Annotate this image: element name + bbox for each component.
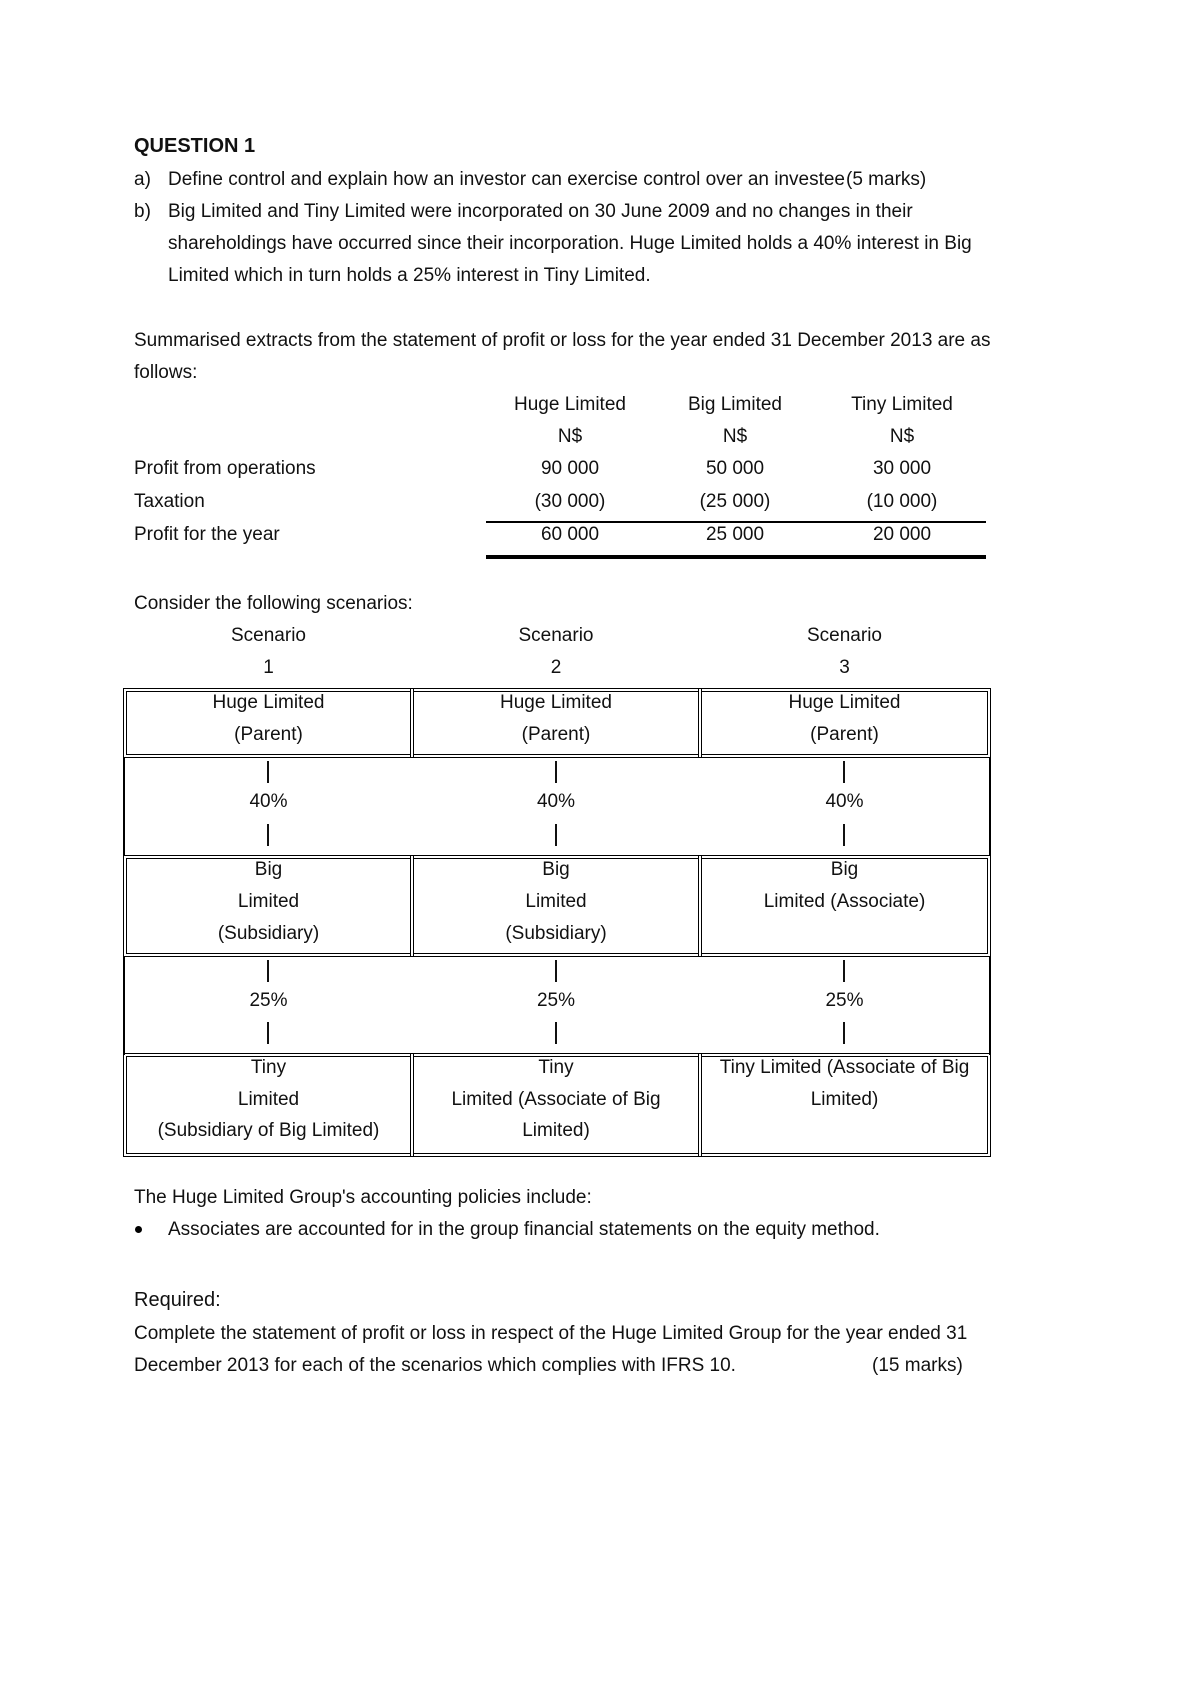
middle-line: (Subsidiary)	[505, 923, 607, 944]
part-b-line: Big Limited and Tiny Limited were incorporated on 30 June 2009 and no changes in their	[168, 201, 913, 222]
part-b-line: shareholdings have occurred since their incorporation. Huge Limited holds a 40% interest in Big	[168, 233, 972, 254]
pl-cell: 60 000	[540, 524, 600, 545]
bottom-line: Tiny	[538, 1057, 574, 1078]
scenario-heading: Scenario	[518, 625, 594, 646]
connector-line	[555, 1022, 557, 1044]
pl-row-label: Taxation	[134, 491, 205, 512]
parent-name: Huge Limited	[500, 692, 612, 713]
scenario-number: 3	[839, 657, 850, 678]
scenarios-intro: Consider the following scenarios:	[134, 593, 413, 614]
connector-line	[267, 761, 269, 783]
middle-line: Limited	[237, 891, 300, 912]
connector-line	[843, 960, 845, 982]
pl-currency: N$	[722, 426, 748, 447]
part-a-label: a)	[134, 169, 151, 190]
holding-percent: 40%	[536, 791, 576, 812]
pl-cell: 25 000	[705, 524, 765, 545]
scenario-number: 2	[550, 657, 562, 678]
bottom-line: Limited	[237, 1089, 300, 1110]
middle-line: Big	[542, 859, 570, 880]
connector-line	[267, 824, 269, 846]
total-rule	[486, 555, 986, 559]
part-a-text: Define control and explain how an investor can exercise control over an investee	[168, 169, 845, 190]
parent-role: (Parent)	[521, 724, 591, 745]
bottom-line: Limited)	[810, 1089, 879, 1110]
connector-line	[555, 824, 557, 846]
pl-currency: N$	[889, 426, 915, 447]
pl-cell: (25 000)	[699, 491, 771, 512]
pl-header-tiny: Tiny Limited	[851, 394, 953, 415]
part-a-marks: (5 marks)	[846, 169, 927, 190]
required-line: December 2013 for each of the scenarios which complies with IFRS 10.	[134, 1355, 736, 1376]
middle-line: Limited (Associate)	[763, 891, 926, 912]
connector-line	[843, 761, 845, 783]
summary-intro-line: follows:	[134, 362, 198, 383]
required-label: Required:	[134, 1289, 221, 1311]
question-title: QUESTION 1	[134, 135, 256, 157]
policy-bullet: Associates are accounted for in the group financial statements on the equity method.	[168, 1219, 880, 1240]
connector-line	[267, 1022, 269, 1044]
connector-line	[555, 761, 557, 783]
pl-cell: 50 000	[705, 458, 765, 479]
pl-cell: (10 000)	[866, 491, 938, 512]
bottom-line: (Subsidiary of Big Limited)	[157, 1120, 380, 1141]
scenario-heading: Scenario	[807, 625, 882, 646]
pl-header-big: Big Limited	[688, 394, 782, 415]
middle-line: Limited	[525, 891, 587, 912]
holding-percent: 40%	[825, 791, 864, 812]
holding-percent: 25%	[536, 990, 576, 1011]
policies-intro: The Huge Limited Group's accounting policies include:	[134, 1187, 592, 1208]
bottom-line: Tiny	[250, 1057, 287, 1078]
pl-cell: 30 000	[872, 458, 932, 479]
pl-header-huge: Huge Limited	[514, 394, 626, 415]
parent-name: Huge Limited	[212, 692, 325, 713]
pl-cell: (30 000)	[534, 491, 606, 512]
middle-line: (Subsidiary)	[217, 923, 320, 944]
summary-intro-line: Summarised extracts from the statement of profit or loss for the year ended 31 December 2013 are as	[134, 330, 991, 351]
parent-role: (Parent)	[234, 724, 303, 745]
connector-line	[267, 960, 269, 982]
parent-role: (Parent)	[810, 724, 879, 745]
scenario-number: 1	[263, 657, 274, 678]
connector-line	[555, 960, 557, 982]
parent-name: Huge Limited	[788, 692, 901, 713]
required-marks: (15 marks)	[872, 1355, 963, 1376]
pl-cell: 20 000	[872, 524, 932, 545]
middle-line: Big	[254, 859, 283, 880]
bottom-line: Limited (Associate of Big	[451, 1089, 661, 1110]
pl-row-label: Profit from operations	[134, 458, 316, 479]
connector-line	[843, 1022, 845, 1044]
part-b-line: Limited which in turn holds a 25% interest in Tiny Limited.	[168, 265, 651, 286]
bottom-line: Tiny Limited (Associate of Big	[719, 1057, 970, 1078]
bottom-line: Limited)	[522, 1120, 590, 1141]
holding-percent: 25%	[825, 990, 864, 1011]
holding-percent: 25%	[249, 990, 288, 1011]
part-b-label: b)	[134, 201, 151, 222]
required-line: Complete the statement of profit or loss in respect of the Huge Limited Group for the year ended 31	[134, 1323, 968, 1344]
pl-currency: N$	[557, 426, 583, 447]
holding-percent: 40%	[249, 791, 288, 812]
middle-line: Big	[830, 859, 859, 880]
pl-row-label: Profit for the year	[134, 524, 280, 545]
pl-cell: 90 000	[540, 458, 600, 479]
scenario-heading: Scenario	[231, 625, 306, 646]
bullet-icon	[135, 1226, 142, 1233]
connector-line	[843, 824, 845, 846]
